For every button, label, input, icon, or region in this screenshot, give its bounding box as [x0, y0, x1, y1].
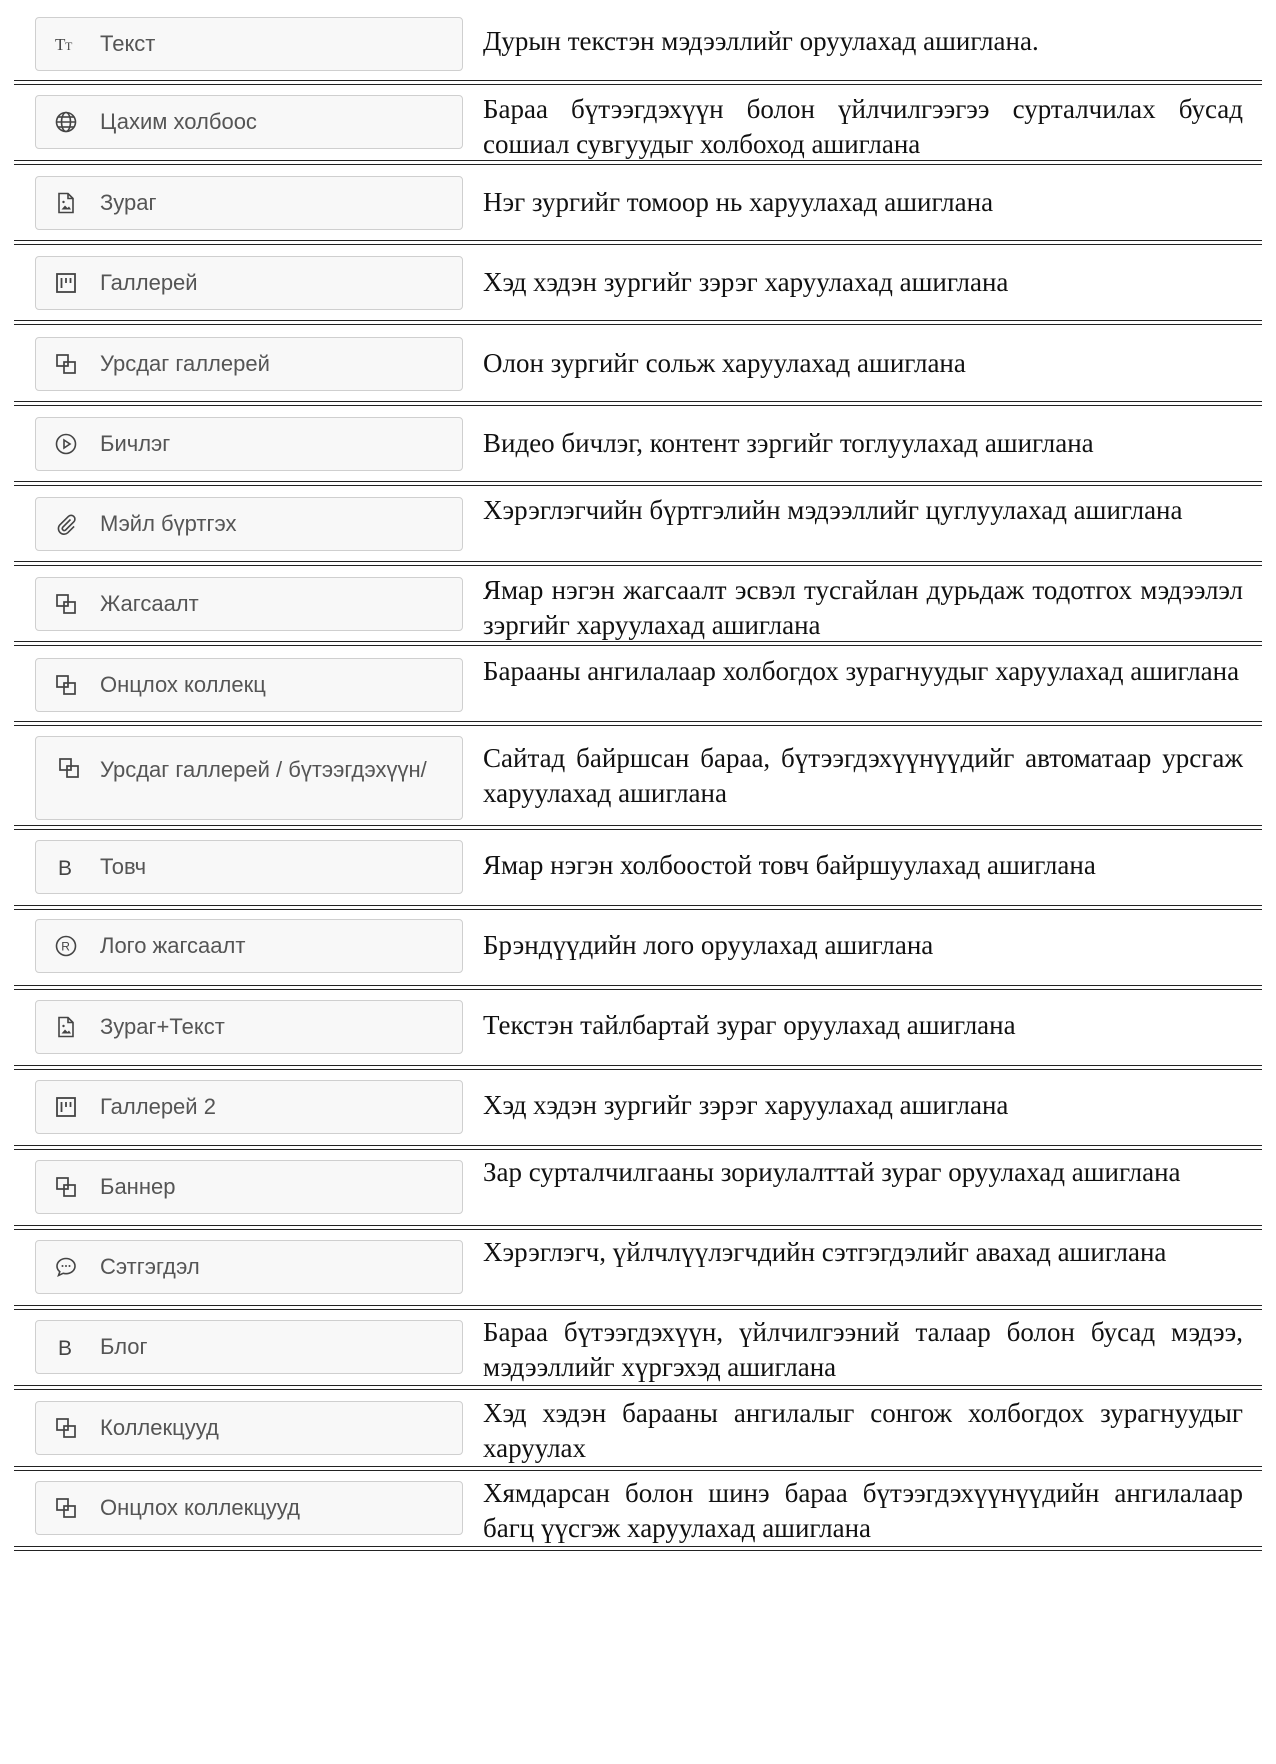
letter-b-icon	[53, 854, 79, 880]
row-divider	[14, 1466, 1262, 1471]
block-type-label: Зураг	[100, 190, 157, 215]
block-type-button[interactable]	[35, 736, 463, 820]
row-divider	[14, 1145, 1262, 1150]
block-type-label: Урсдаг галлерей / бүтээгдэхүүн/	[100, 757, 427, 782]
block-type-button[interactable]	[35, 840, 463, 894]
block-type-label: Текст	[100, 31, 156, 56]
svg-text:R: R	[61, 939, 70, 954]
block-type-description: Хэд хэдэн барааны ангилалыг сонгож холбогдох зурагнуудыг харуулах	[483, 1398, 1243, 1463]
row-divider	[14, 561, 1262, 566]
block-type-description: Нэг зургийг томоор нь харуулахад ашиглана	[483, 187, 994, 217]
copy-layers-icon	[53, 1495, 79, 1521]
block-type-description: Хэрэглэгч, үйлчлүүлэгчдийн сэтгэгдэлийг авахад ашиглана	[483, 1237, 1167, 1267]
block-type-button[interactable]	[35, 1160, 463, 1214]
row-divider	[14, 825, 1262, 830]
block-type-label: Блог	[100, 1334, 148, 1359]
block-type-button[interactable]	[35, 577, 463, 631]
block-type-label: Сэтгэгдэл	[100, 1254, 200, 1279]
row-divider	[14, 721, 1262, 726]
block-type-label: Зураг+Текст	[100, 1014, 225, 1039]
row-divider	[14, 905, 1262, 910]
block-type-button[interactable]	[35, 1481, 463, 1535]
copy-layers-icon	[53, 591, 79, 617]
row-divider	[14, 320, 1262, 325]
block-type-description: Хямдарсан болон шинэ бараа бүтээгдэхүүнүүдийн ангилалаар багц үүсгэж харуулахад ашиглана	[483, 1478, 1243, 1543]
play-circle-icon	[53, 431, 79, 457]
row-divider	[14, 240, 1262, 245]
block-type-button[interactable]	[35, 1000, 463, 1054]
row-divider	[14, 1065, 1262, 1070]
gallery-grid-icon	[53, 1094, 79, 1120]
block-type-button[interactable]	[35, 95, 463, 149]
block-type-button[interactable]	[35, 337, 463, 391]
block-type-description: Видео бичлэг, контент зэргийг тоглуулахад ашиглана	[483, 428, 1094, 458]
block-type-description: Дурын текстэн мэдээллийг оруулахад ашиглана.	[483, 26, 1039, 56]
copy-layers-icon	[53, 1174, 79, 1200]
comment-icon	[53, 1254, 79, 1280]
row-divider	[14, 985, 1262, 990]
image-file-icon	[53, 190, 79, 216]
svg-text:B: B	[58, 1337, 73, 1359]
svg-text:B: B	[58, 857, 73, 879]
block-type-description: Зар сурталчилгааны зориулалттай зураг оруулахад ашиглана	[483, 1157, 1181, 1187]
block-type-description: Хэрэглэгчийн бүртгэлийн мэдээллийг цуглуулахад ашиглана	[483, 495, 1183, 525]
block-type-description: Хэд хэдэн зургийг зэрэг харуулахад ашиглана	[483, 1090, 1009, 1120]
block-type-label: Галлерей 2	[100, 1094, 216, 1119]
block-type-description: Брэндүүдийн лого оруулахад ашиглана	[483, 930, 934, 960]
block-type-label: Мэйл бүртгэх	[100, 511, 237, 536]
image-file-icon	[53, 1014, 79, 1040]
copy-layers-icon	[53, 1415, 79, 1441]
svg-text:T: T	[55, 35, 66, 54]
row-divider	[14, 641, 1262, 646]
block-type-description: Бараа бүтээгдэхүүн, үйлчилгээний талаар болон бусад мэдээ, мэдээллийг хүргэхэд ашиглана	[483, 1317, 1243, 1382]
block-type-description: Ямар нэгэн жагсаалт эсвэл тусгайлан дурьдаж тодотгох мэдээлэл зэргийг харуулахад ашиглана	[483, 575, 1243, 640]
block-type-description: Текстэн тайлбартай зураг оруулахад ашиглана	[483, 1010, 1016, 1040]
svg-text:T: T	[65, 39, 73, 53]
block-type-description: Бараа бүтээгдэхүүн болон үйлчилгээгээ сурталчилах бусад сошиал сувгуудыг холбоход ашиглана	[483, 94, 1243, 159]
block-type-label: Коллекцууд	[100, 1415, 219, 1440]
row-divider	[14, 1225, 1262, 1230]
block-type-button[interactable]	[35, 1401, 463, 1455]
copy-layers-icon	[53, 351, 79, 377]
row-divider	[14, 401, 1262, 406]
row-divider	[14, 481, 1262, 486]
row-divider	[14, 80, 1262, 85]
block-type-button[interactable]	[35, 658, 463, 712]
block-type-label: Баннер	[100, 1174, 176, 1199]
block-type-description: Олон зургийг сольж харуулахад ашиглана	[483, 348, 966, 378]
block-type-label: Онцлох коллекц	[100, 672, 266, 697]
block-type-button[interactable]	[35, 417, 463, 471]
block-type-description: Сайтад байршсан бараа, бүтээгдэхүүнүүдийг автоматаар урсгаж харуулахад ашиглана	[483, 743, 1243, 808]
block-type-label: Галлерей	[100, 270, 198, 295]
row-divider	[14, 1546, 1262, 1551]
block-type-label: Товч	[100, 854, 147, 879]
block-type-button[interactable]	[35, 1240, 463, 1294]
block-type-label: Лого жагсаалт	[100, 933, 246, 958]
block-type-button[interactable]	[35, 1320, 463, 1374]
block-type-button[interactable]	[35, 17, 463, 71]
row-divider	[14, 1385, 1262, 1390]
block-type-label: Онцлох коллекцууд	[100, 1495, 300, 1520]
block-type-label: Урсдаг галлерей	[100, 351, 270, 376]
block-type-button[interactable]	[35, 256, 463, 310]
row-divider	[14, 1305, 1262, 1310]
text-icon	[53, 31, 79, 57]
paperclip-icon	[53, 511, 79, 537]
copy-layers-icon	[53, 672, 79, 698]
letter-b-icon	[53, 1334, 79, 1360]
block-type-button[interactable]	[35, 176, 463, 230]
gallery-grid-icon	[53, 270, 79, 296]
block-type-button[interactable]	[35, 497, 463, 551]
registered-icon	[53, 933, 79, 959]
block-type-label: Цахим холбоос	[100, 109, 257, 134]
block-type-button[interactable]	[35, 1080, 463, 1134]
block-type-button[interactable]	[35, 919, 463, 973]
block-type-description: Хэд хэдэн зургийг зэрэг харуулахад ашиглана	[483, 267, 1009, 297]
block-type-label: Жагсаалт	[100, 591, 199, 616]
block-type-label: Бичлэг	[100, 431, 171, 456]
block-type-description: Ямар нэгэн холбоостой товч байршуулахад ашиглана	[483, 850, 1096, 880]
block-type-description: Барааны ангилалаар холбогдох зурагнуудыг харуулахад ашиглана	[483, 656, 1240, 686]
globe-icon	[53, 109, 79, 135]
row-divider	[14, 160, 1262, 165]
